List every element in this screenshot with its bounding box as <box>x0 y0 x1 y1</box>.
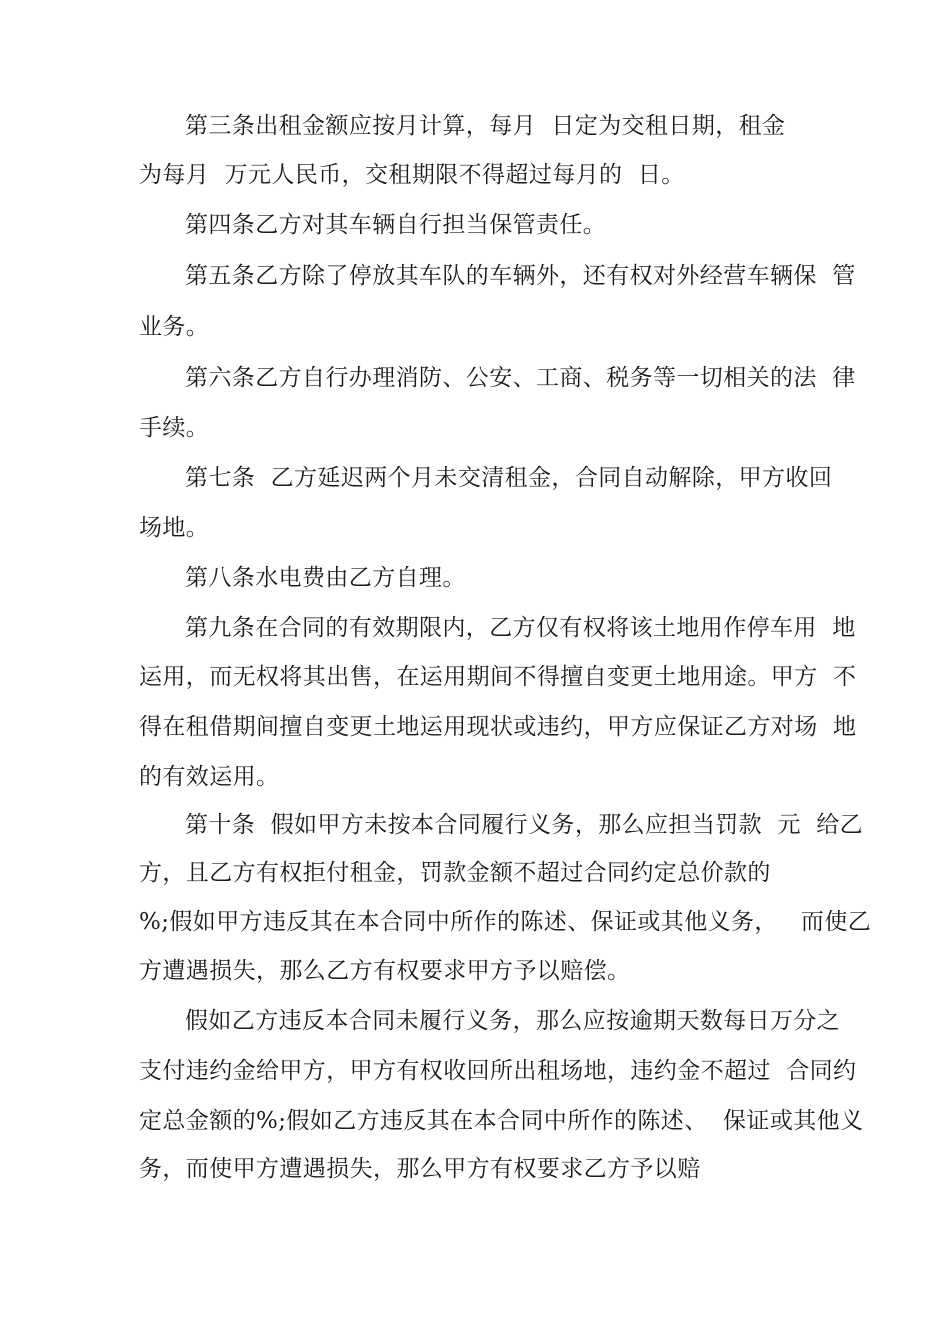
text-line: 第七条 乙方延迟两个月未交清租金，合同自动解除，甲方收回 <box>185 465 833 491</box>
text-line: 运用，而无权将其出售，在运用期间不得擅自变更土地用途。甲方 不 <box>139 664 857 690</box>
text-line: 为每月 万元人民币，交租期限不得超过每月的 日。 <box>139 162 685 188</box>
text-line: 第四条乙方对其车辆自行担当保管责任。 <box>185 212 607 238</box>
text-line: 假如乙方违反本合同未履行义务，那么应按逾期天数每日万分之 <box>185 1008 841 1034</box>
text-line: 务，而使甲方遭遇损失，那么甲方有权要求乙方予以赔 <box>139 1156 701 1182</box>
text-line: 方遭遇损失，那么乙方有权要求甲方予以赔偿。 <box>139 958 631 984</box>
text-line: 业务。 <box>139 314 210 340</box>
text-line: 得在租借期间擅自变更土地运用现状或违约，甲方应保证乙方对场 地 <box>139 714 857 740</box>
text-line: 第八条水电费由乙方自理。 <box>185 565 466 591</box>
text-line: 的有效运用。 <box>139 764 280 790</box>
text-line: 第三条出租金额应按月计算，每月 日定为交租日期，租金 <box>185 113 786 139</box>
text-line: 第五条乙方除了停放其车队的车辆外，还有权对外经营车辆保 管 <box>185 263 856 289</box>
text-line: 支付违约金给甲方，甲方有权收回所出租场地，违约金不超过 合同约 <box>139 1058 857 1084</box>
text-line: 第十条 假如甲方未按本合同履行义务，那么应担当罚款 元 给乙 <box>185 812 864 838</box>
text-line: 方，且乙方有权拒付租金，罚款金额不超过合同约定总价款的 <box>139 860 771 886</box>
text-line: 手续。 <box>139 415 210 441</box>
text-line: 定总金额的%;假如乙方违反其在本合同中所作的陈述、 保证或其他义 <box>139 1108 864 1134</box>
text-line: 场地。 <box>139 515 210 541</box>
text-line: 第六条乙方自行办理消防、公安、工商、税务等一切相关的法 律 <box>185 365 856 391</box>
text-line: %;假如甲方违反其在本合同中所作的陈述、保证或其他义务， 而使乙 <box>139 909 872 935</box>
text-line: 第九条在合同的有效期限内，乙方仅有权将该土地用作停车用 地 <box>185 615 856 641</box>
